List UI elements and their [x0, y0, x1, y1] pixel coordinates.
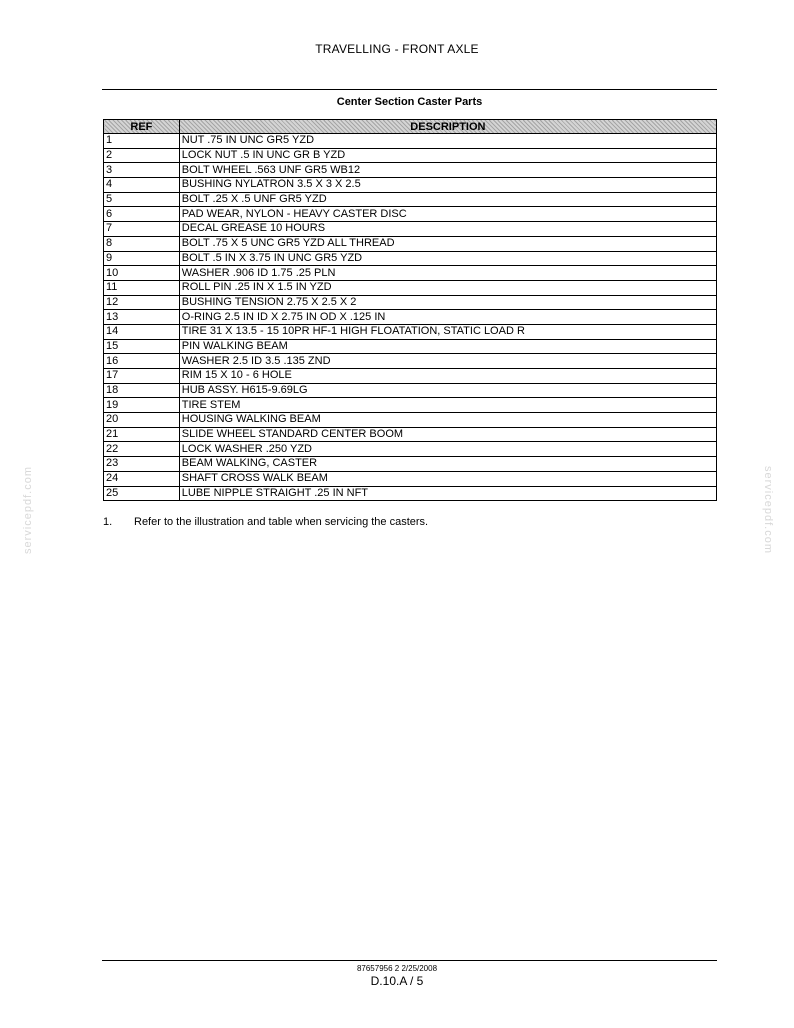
- ref-cell: 8: [104, 236, 180, 251]
- ref-cell: 24: [104, 471, 180, 486]
- description-cell: RIM 15 X 10 - 6 HOLE: [179, 369, 716, 384]
- ref-cell: 17: [104, 369, 180, 384]
- description-cell: PAD WEAR, NYLON - HEAVY CASTER DISC: [179, 207, 716, 222]
- ref-cell: 11: [104, 280, 180, 295]
- table-row: [104, 383, 717, 398]
- table-title: Center Section Caster Parts: [336, 96, 483, 108]
- description-cell: BOLT WHEEL .563 UNF GR5 WB12: [179, 163, 716, 178]
- description-cell: HOUSING WALKING BEAM: [179, 413, 716, 428]
- table-row: [104, 207, 717, 222]
- description-cell: WASHER 2.5 ID 3.5 .135 ZND: [179, 354, 716, 369]
- description-cell: BOLT .75 X 5 UNC GR5 YZD ALL THREAD: [179, 236, 716, 251]
- table-row: [104, 134, 717, 149]
- ref-cell: 15: [104, 339, 180, 354]
- table-row: [104, 280, 717, 295]
- note-number: 1.: [103, 516, 113, 528]
- table-row: [104, 236, 717, 251]
- description-cell: LUBE NIPPLE STRAIGHT .25 IN NFT: [179, 486, 716, 501]
- description-cell: PIN WALKING BEAM: [179, 339, 716, 354]
- description-cell: LOCK NUT .5 IN UNC GR B YZD: [179, 148, 716, 163]
- table-row: [104, 310, 717, 325]
- table-row: [104, 192, 717, 207]
- watermark-right: servicepdf.com: [762, 466, 774, 554]
- watermark-left: servicepdf.com: [22, 466, 34, 554]
- ref-cell: 23: [104, 457, 180, 472]
- table-row: [104, 471, 717, 486]
- ref-cell: 21: [104, 427, 180, 442]
- header-rule: [102, 89, 717, 90]
- ref-cell: 4: [104, 178, 180, 193]
- table-row: [104, 442, 717, 457]
- ref-cell: 13: [104, 310, 180, 325]
- ref-cell: 22: [104, 442, 180, 457]
- table-row: [104, 413, 717, 428]
- page-header-title: TRAVELLING - FRONT AXLE: [315, 42, 479, 56]
- ref-cell: 16: [104, 354, 180, 369]
- table-row: [104, 339, 717, 354]
- description-cell: BOLT .5 IN X 3.75 IN UNC GR5 YZD: [179, 251, 716, 266]
- ref-cell: 19: [104, 398, 180, 413]
- parts-table-body: [104, 134, 717, 501]
- table-row: [104, 251, 717, 266]
- table-row: [104, 295, 717, 310]
- description-cell: BUSHING TENSION 2.75 X 2.5 X 2: [179, 295, 716, 310]
- table-row: [104, 354, 717, 369]
- description-cell: HUB ASSY. H615-9.69LG: [179, 383, 716, 398]
- table-row: [104, 398, 717, 413]
- ref-cell: 3: [104, 163, 180, 178]
- description-cell: SLIDE WHEEL STANDARD CENTER BOOM: [179, 427, 716, 442]
- description-cell: BUSHING NYLATRON 3.5 X 3 X 2.5: [179, 178, 716, 193]
- ref-cell: 10: [104, 266, 180, 281]
- ref-cell: 5: [104, 192, 180, 207]
- parts-table: [103, 119, 717, 501]
- table-row: [104, 266, 717, 281]
- footer-doc-id: 87657956 2 2/25/2008: [356, 964, 438, 973]
- description-cell: NUT .75 IN UNC GR5 YZD: [179, 134, 716, 149]
- table-row: [104, 222, 717, 237]
- description-cell: SHAFT CROSS WALK BEAM: [179, 471, 716, 486]
- table-row: [104, 324, 717, 339]
- description-cell: TIRE STEM: [179, 398, 716, 413]
- ref-cell: 25: [104, 486, 180, 501]
- ref-cell: 7: [104, 222, 180, 237]
- footer-rule: [102, 960, 717, 961]
- table-row: [104, 178, 717, 193]
- ref-cell: 9: [104, 251, 180, 266]
- ref-cell: 6: [104, 207, 180, 222]
- description-cell: ROLL PIN .25 IN X 1.5 IN YZD: [179, 280, 716, 295]
- table-row: [104, 369, 717, 384]
- table-row: [104, 148, 717, 163]
- description-cell: BEAM WALKING, CASTER: [179, 457, 716, 472]
- description-cell: LOCK WASHER .250 YZD: [179, 442, 716, 457]
- table-row: [104, 457, 717, 472]
- table-row: [104, 486, 717, 501]
- ref-cell: 12: [104, 295, 180, 310]
- description-cell: BOLT .25 X .5 UNF GR5 YZD: [179, 192, 716, 207]
- note-text: Refer to the illustration and table when servicing the casters.: [134, 516, 429, 528]
- column-header-description: DESCRIPTION: [179, 120, 716, 134]
- ref-cell: 2: [104, 148, 180, 163]
- ref-cell: 1: [104, 134, 180, 149]
- description-cell: O-RING 2.5 IN ID X 2.75 IN OD X .125 IN: [179, 310, 716, 325]
- table-row: [104, 163, 717, 178]
- description-cell: TIRE 31 X 13.5 - 15 10PR HF-1 HIGH FLOATATION, STATIC LOAD R: [179, 324, 716, 339]
- footer-page-number: D.10.A / 5: [370, 974, 424, 988]
- ref-cell: 20: [104, 413, 180, 428]
- ref-cell: 18: [104, 383, 180, 398]
- table-header-row: [104, 120, 717, 134]
- description-cell: WASHER .906 ID 1.75 .25 PLN: [179, 266, 716, 281]
- column-header-ref: REF: [104, 120, 180, 134]
- table-row: [104, 427, 717, 442]
- description-cell: DECAL GREASE 10 HOURS: [179, 222, 716, 237]
- ref-cell: 14: [104, 324, 180, 339]
